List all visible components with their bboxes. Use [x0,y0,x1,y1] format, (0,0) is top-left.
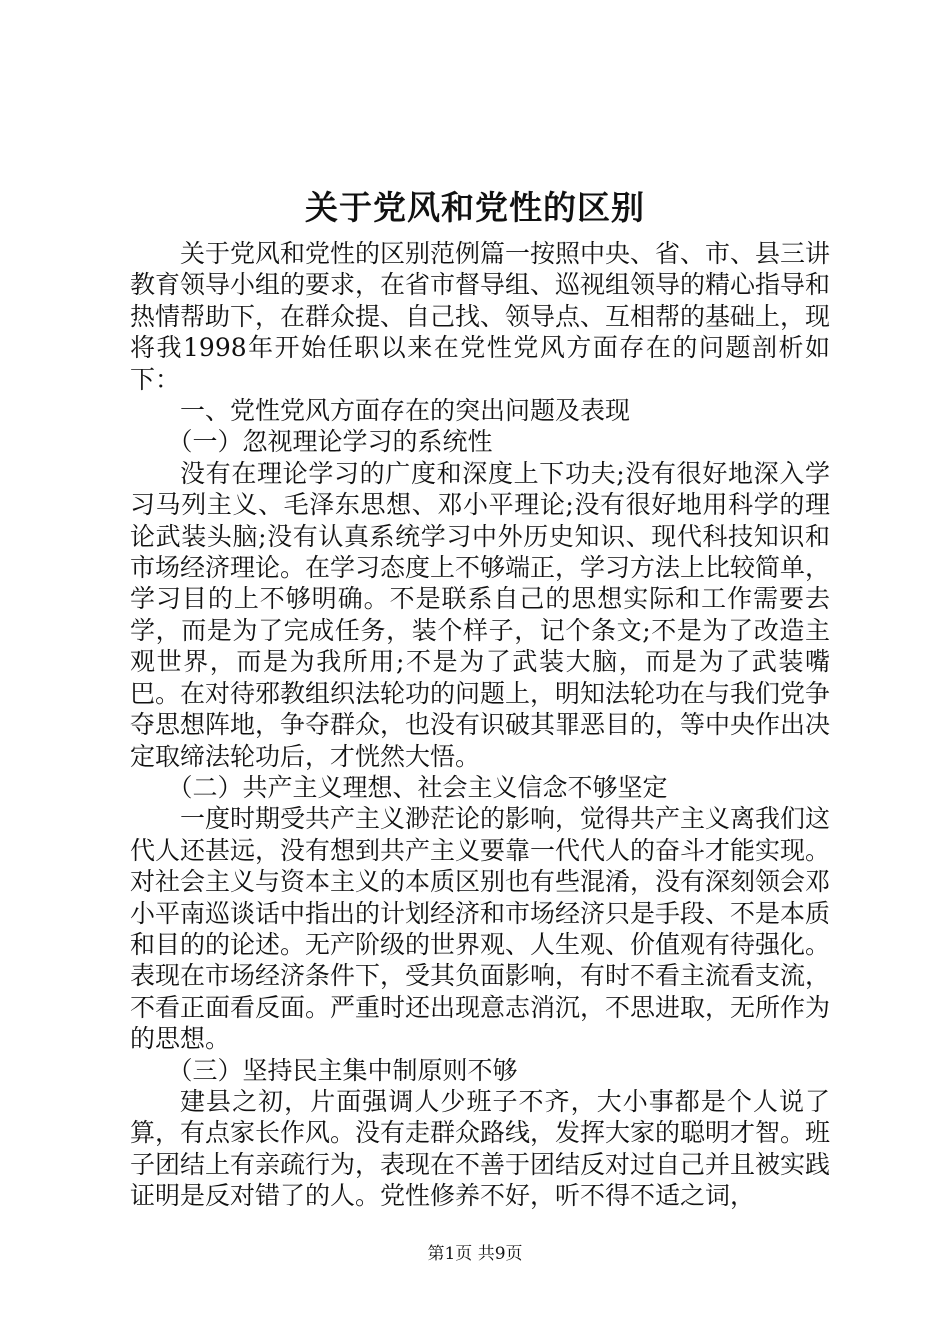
document-title: 关于党风和党性的区别 [305,188,645,227]
subsection-heading-2: （二）共产主义理想、社会主义信念不够坚定 [167,772,668,802]
paragraph-theory-study: 没有在理论学习的广度和深度上下功夫;没有很好地深入学习马列主义、毛泽东思想、邓小平理论;没有很好地用科学的理论武装头脑;没有认真系统学习中外历史知识、现代科技知识和市场经济理论。在学习态度上不够端正，学习方法上比较简单，学习目的上不够明确。不是联系自己的思想实际和工作需要去学，而是为了完成任务，装个样子，记个条文;不是为了改造主观世界，而是为我所用;不是为了武装大脑，而是为了武装嘴巴。在对待邪教组织法轮功的问题上，明知法轮功在与我们党争夺思想阵地，争夺群众，也没有识破其罪恶目的，等中央作出决定取缔法轮功后，才恍然大悟。 [130,458,831,771]
document-body [130,238,830,1212]
paragraph-democratic-centralism: 建县之初，片面强调人少班子不齐，大小事都是个人说了算，有点家长作风。没有走群众路线，发挥大家的聪明才智。班子团结上有亲疏行为，表现在不善于团结反对过自己并且被实践证明是反对错了的人。党性修养不好，听不得不适之词， [130,1086,831,1211]
page-footer: 第1页 共9页 [427,1244,523,1264]
paragraph-ideals: 一度时期受共产主义渺茫论的影响，觉得共产主义离我们这代人还甚远，没有想到共产主义要靠一代代人的奋斗才能实现。对社会主义与资本主义的本质区别也有些混淆，没有深刻领会邓小平南巡谈话中指出的计划经济和市场经济只是手段、不是本质和目的的论述。无产阶级的世界观、人生观、价值观有待强化。表现在市场经济条件下，受其负面影响，有时不看主流看支流，不看正面看反面。严重时还出现意志消沉，不思进取，无所作为的思想。 [130,804,831,1054]
subsection-heading-3: （三）坚持民主集中制原则不够 [167,1055,518,1085]
section-heading-1: 一、党性党风方面存在的突出问题及表现 [180,396,631,426]
subsection-heading-1: （一）忽视理论学习的系统性 [167,427,493,457]
paragraph-intro: 关于党风和党性的区别范例篇一按照中央、省、市、县三讲教育领导小组的要求，在省市督导组、巡视组领导的精心指导和热情帮助下，在群众提、自己找、领导点、互相帮的基础上，现将我1998年开始任职以来在党性党风方面存在的问题剖析如下： [130,239,831,394]
